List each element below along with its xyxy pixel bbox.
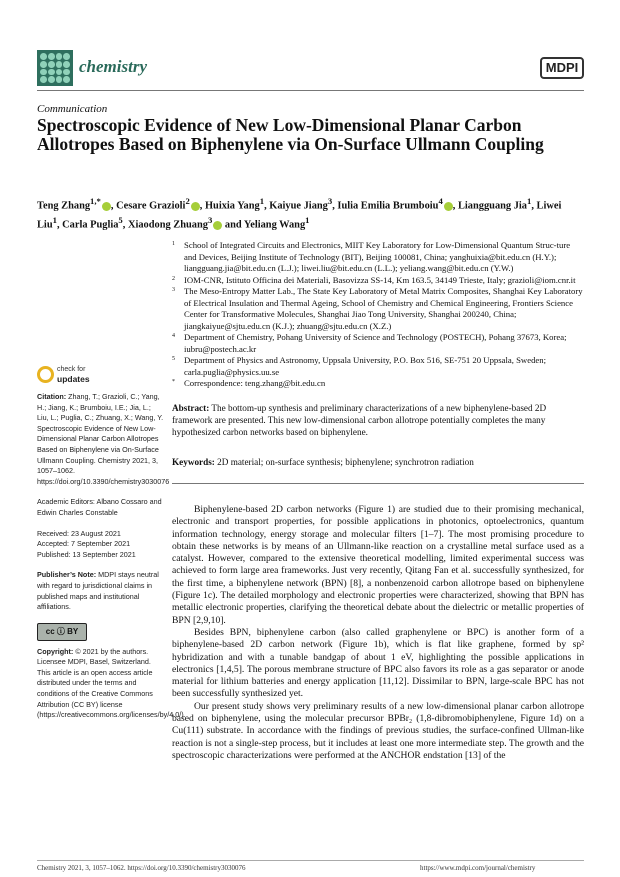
author-name[interactable]: Huixia Yang	[204, 200, 260, 212]
article-type: Communication	[37, 103, 108, 115]
affiliation-item	[172, 355, 584, 378]
orcid-icon[interactable]	[102, 202, 111, 211]
accepted-date: Accepted: 7 September 2021	[37, 539, 131, 549]
affiliation-number: 2	[172, 275, 175, 282]
body-paragraph: Our present study shows very preliminary results of a new low-dimensional planar carbon allotrope based on biphenylene, using the molecular precursor BPBr₂ (1,8-dibromobiphenylene, Figure 1d) on a Cu(111) substrate. In accordance with the findings of previous studies, the surface-confined Ullman-like reaction is not a single-step process, but it includes at least one more intermediate step. The growth and the spectroscopic characterizations were performed at the ANCHOR endstation [13] of the	[172, 700, 584, 761]
copyright-block: Copyright: © 2021 by the authors. Licensee MDPI, Basel, Switzerland. This article is an open access article distributed under the terms and conditions of the Creative Commons Attribution (CC BY) license (https://creativecommons.org/licenses/by/4.0/).	[37, 646, 186, 720]
received-date: Received: 23 August 2021	[37, 528, 121, 538]
journal-logo	[37, 50, 73, 86]
affiliation-number: 1	[172, 241, 175, 247]
affiliation-text: Department of Physics and Astronomy, Uppsala University, P.O. Box 516, SE-751 20 Uppsala, Sweden; carla.puglia@physics.uu.se	[184, 355, 547, 377]
abstract-divider	[172, 483, 584, 484]
affiliation-item	[172, 286, 584, 332]
body-text	[172, 504, 584, 762]
check-updates-small[interactable]: check for	[57, 366, 86, 373]
affiliation-number: 4	[172, 333, 175, 339]
author-affiliation-mark: 2	[185, 196, 190, 206]
affiliation-item	[172, 378, 584, 390]
footer-journal-url[interactable]: https://www.mdpi.com/journal/chemistry	[420, 864, 536, 872]
keywords: Keywords: 2D material; on-surface synthesis; biphenylene; synchrotron radiation	[172, 457, 474, 467]
affiliation-number: 3	[172, 287, 175, 293]
affiliation-text: IOM-CNR, Istituto Officina dei Materiali, Basovizza SS-14, Km 163.5, 34149 Trieste, Italy; grazioli@iom.cnr.it	[184, 274, 576, 285]
author-list: Teng Zhang$^{1,*}$ , Cesare Grazioli$^2$ , Huixia Yang$^1$, Kaiyue Jiang$^3$, Iulia Emilia Brumboiu$^4$ , Liangguang Jia$^1$, Liwei Liu$^1$, Carla Puglia$^5$, Xiaodong Zhuang$^3$ and Yeliang Wang$^1$	[37, 196, 562, 231]
body-paragraph: Besides BPN, biphenylene carbon (also called graphenylene or BPC) is another form of a biphenylene-based 2D carbon network (Figure 1b), which is flat like graphene, formed by sp² hybridization and with a tunable bandgap of about 1 eV, highlighting the possible applications in electronics [1,4,5]. The porous membrane structure of BPC also favors its role as a gas separator or anode material for lithium batteries and energy application [11,12]. Dissimilar to BPN, large-scale BPC has not been successfully synthesized yet.	[172, 626, 584, 700]
publisher-note: Publisher’s Note: MDPI stays neutral with regard to jurisdictional claims in published maps and institutional affiliations.	[37, 570, 159, 612]
sidebar	[37, 392, 186, 731]
footer-divider	[37, 860, 584, 861]
published-date: Published: 13 September 2021	[37, 549, 136, 559]
affiliation-item	[172, 275, 584, 287]
author-affiliation-mark: 1	[259, 196, 265, 206]
journal-name[interactable]: chemistry	[79, 57, 147, 76]
author-affiliation-mark: 1	[527, 196, 532, 206]
author-join: and	[224, 219, 244, 231]
author-affiliation-mark: 3	[207, 215, 213, 226]
author-name[interactable]: Xiaodong Zhuang	[127, 219, 208, 231]
affiliation-text: The Meso-Entropy Matter Lab., The State Key Laboratory of Metal Matrix Composites, Shanghai Key Laboratory of Electrical Insulation and Thermal Ageing, School of Chemistry and Chemical Engineering, Frontiers Science Center for Transformative Molecules, Shanghai Jiao Tong University, Shanghai 200240, China; jiangkaiyue@sjtu.edu.cn (K.J.); zhuang@sjtu.edu.cn (X.Z.)	[184, 286, 583, 331]
orcid-icon[interactable]	[444, 202, 453, 211]
publisher-logo[interactable]: MDPI	[540, 57, 584, 79]
header-divider	[37, 90, 584, 91]
author-affiliation-mark: 1	[52, 215, 57, 226]
author-name[interactable]: Liwei Liu	[37, 200, 562, 231]
citation-block: Citation: Zhang, T.; Grazioli, C.; Yang, H.; Jiang, K.; Brumboiu, I.E.; Jia, L.; Liu, L.; Puglia, C.; Zhuang, X.; Wang, Y. Spectroscopic Evidence of New Low-Dimensional Planar Carbon Allotropes Based on Biphenylene via On-Surface Ullmann Coupling. Chemistry 2021, 3, 1057–1062. https://doi.org/10.3390/chemistry3030076	[37, 392, 170, 486]
body-paragraph: Biphenylene-based 2D carbon networks (Figure 1) are studied due to their promising mechanical, electronic and transport properties, for possible applications in photonics, optoelectronics, quantum information technology, energy storage and molecular filters [1–7]. The most promising procedure to obtain these networks is by means of an Ullmann-like reaction on a crystalline metal surface used as a catalyst. However, compared to the extensive theoretical modelling, limited experimental success was achieved to form large area frameworks. Just very recently, Qitang Fan et al. successfully synthesized, for the first time, a biphenylene network (BPN) [8], a nonbenzenoid carbon allotrope based on biphenylene (Figure 1c). The detailed morphology and electronic properties were characterized, showing that BPN has metallic electronic properties, clarifying the theoretical debate about the dielectric or metallic properties of BPN [2,9,10].	[172, 504, 584, 626]
check-updates-label[interactable]: updates	[57, 374, 90, 384]
affiliation-item	[172, 240, 584, 275]
author-name[interactable]: Iulia Emilia Brumboiu	[337, 200, 439, 212]
author-name[interactable]: Cesare Grazioli	[116, 200, 186, 212]
affiliation-text: Correspondence: teng.zhang@bit.edu.cn	[184, 378, 326, 388]
author-affiliation-mark: 5	[118, 215, 123, 226]
check-updates-icon[interactable]	[37, 366, 54, 383]
affiliation-item	[172, 332, 584, 355]
article-title: Spectroscopic Evidence of New Low-Dimensional Planar Carbon Allotropes Based on Biphenylene via On-Surface Ullmann Coupling	[37, 115, 544, 154]
orcid-icon[interactable]	[191, 202, 200, 211]
author-name[interactable]: Kaiyue Jiang	[269, 200, 328, 212]
footer-citation[interactable]: Chemistry 2021, 3, 1057–1062. https://doi.org/10.3390/chemistry3030076	[37, 864, 246, 872]
abstract: Abstract: The bottom-up synthesis and preliminary characterizations of a new biphenylene-based 2D framework are presented. This new low-dimensional carbon allotrope potentially completes the many hypothesized carbon networks based on biphenylene.	[172, 403, 547, 438]
affiliation-number: *	[172, 379, 175, 385]
author-affiliation-mark: 1,*	[90, 196, 101, 206]
author-affiliation-mark: 3	[327, 196, 333, 206]
orcid-icon[interactable]	[213, 221, 222, 230]
dates	[37, 529, 164, 561]
affiliation-text: Department of Chemistry, Pohang University of Science and Technology (POSTECH), Pohang 37673, Korea; iubru@postech.ac.kr	[184, 332, 567, 354]
author-affiliation-mark: 4	[438, 196, 443, 206]
author-name[interactable]: Yeliang Wang	[243, 219, 306, 231]
author-name[interactable]: Carla Puglia	[62, 219, 119, 231]
cc-by-license-icon[interactable]: cc ⓘ BY	[37, 623, 87, 641]
author-affiliation-mark: 1	[305, 215, 310, 226]
affiliation-number: 5	[172, 356, 175, 362]
academic-editors: Academic Editors: Albano Cossaro and Edwin Charles Constable	[37, 497, 162, 517]
affiliations	[172, 240, 584, 390]
author-name[interactable]: Liangguang Jia	[457, 200, 527, 212]
affiliation-text: School of Integrated Circuits and Electronics, MIIT Key Laboratory for Low-Dimensional Quantum Struc-ture and Devices, Beijing Institute of Technology (BIT), Beijing 100081, China; yanghuixia@bit.edu.cn (H.Y.); liangguang.jia@bit.edu.cn (L.J.); liwei.liu@bit.edu.cn (L.L.); yeliang.wang@bit.edu.cn (Y.W.)	[184, 240, 571, 273]
author-name[interactable]: Teng Zhang	[37, 200, 91, 212]
